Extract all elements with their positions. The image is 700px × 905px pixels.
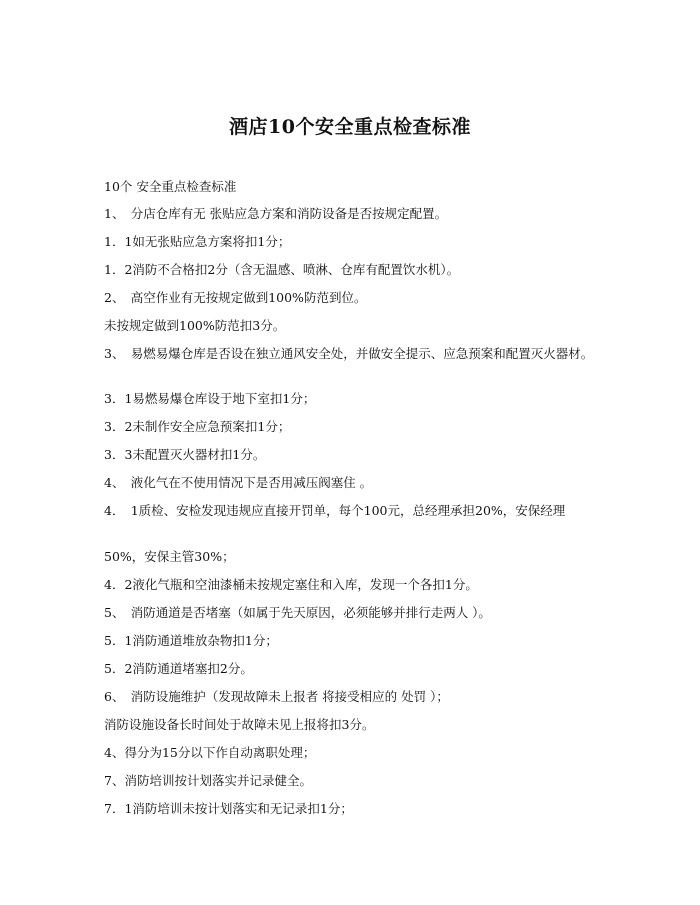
paragraph: 3．2未制作安全应急预案扣1分； <box>104 419 291 434</box>
paragraph: 6、 消防设施维护（发现故障未上报者 将接受相应的 处罚 ）； <box>104 689 449 704</box>
document-title: 酒店10个安全重点检查标准 <box>229 116 471 138</box>
paragraph: 7．1消防培训未按计划落实和无记录扣1分； <box>104 801 353 816</box>
paragraph: 5．2消防通道堵塞扣2分。 <box>104 661 253 676</box>
paragraph: 1．2消防不合格扣2分（含无温感、喷淋、仓库有配置饮水机）。 <box>104 262 460 277</box>
paragraph: 10个 安全重点检查标准 <box>104 179 237 194</box>
paragraph: 4、得分为15分以下作自动离职处理； <box>104 745 316 760</box>
paragraph: 7、消防培训按计划落实并记录健全。 <box>104 773 312 788</box>
paragraph: 5．1消防通道堆放杂物扣1分； <box>104 633 278 648</box>
paragraph: 4．2液化气瓶和空油漆桶未按规定塞住和入库，发现一个各扣1分。 <box>104 577 478 592</box>
paragraph: 4． 1质检、安检发现违规应直接开罚单，每个100元，总经理承担20%，安保经理 <box>104 503 566 518</box>
paragraph: 50%，安保主管30%； <box>104 549 235 564</box>
paragraph: 消防设施设备长时间处于故障未见上报将扣3分。 <box>104 717 375 732</box>
paragraph: 1、 分店仓库有无 张贴应急方案和消防设备是否按规定配置。 <box>104 206 448 221</box>
paragraph: 3、 易燃易爆仓库是否设在独立通风安全处，并做安全提示、应急预案和配置灭火器材。 <box>104 346 594 361</box>
paragraph: 5、 消防通道是否堵塞（如属于先天原因，必须能够并排行走两人 ）。 <box>104 605 491 620</box>
paragraph: 4、 液化气在不使用情况下是否用减压阀塞住 。 <box>104 475 373 490</box>
paragraph: 未按规定做到100%防范扣3分。 <box>104 318 286 333</box>
paragraph: 3．1易燃易爆仓库设于地下室扣1分； <box>104 391 316 406</box>
paragraph: 1．1如无张贴应急方案将扣1分； <box>104 234 291 249</box>
paragraph: 3．3未配置灭火器材扣1分。 <box>104 447 266 462</box>
paragraph: 2、 高空作业有无按规定做到100%防范到位。 <box>104 290 367 305</box>
